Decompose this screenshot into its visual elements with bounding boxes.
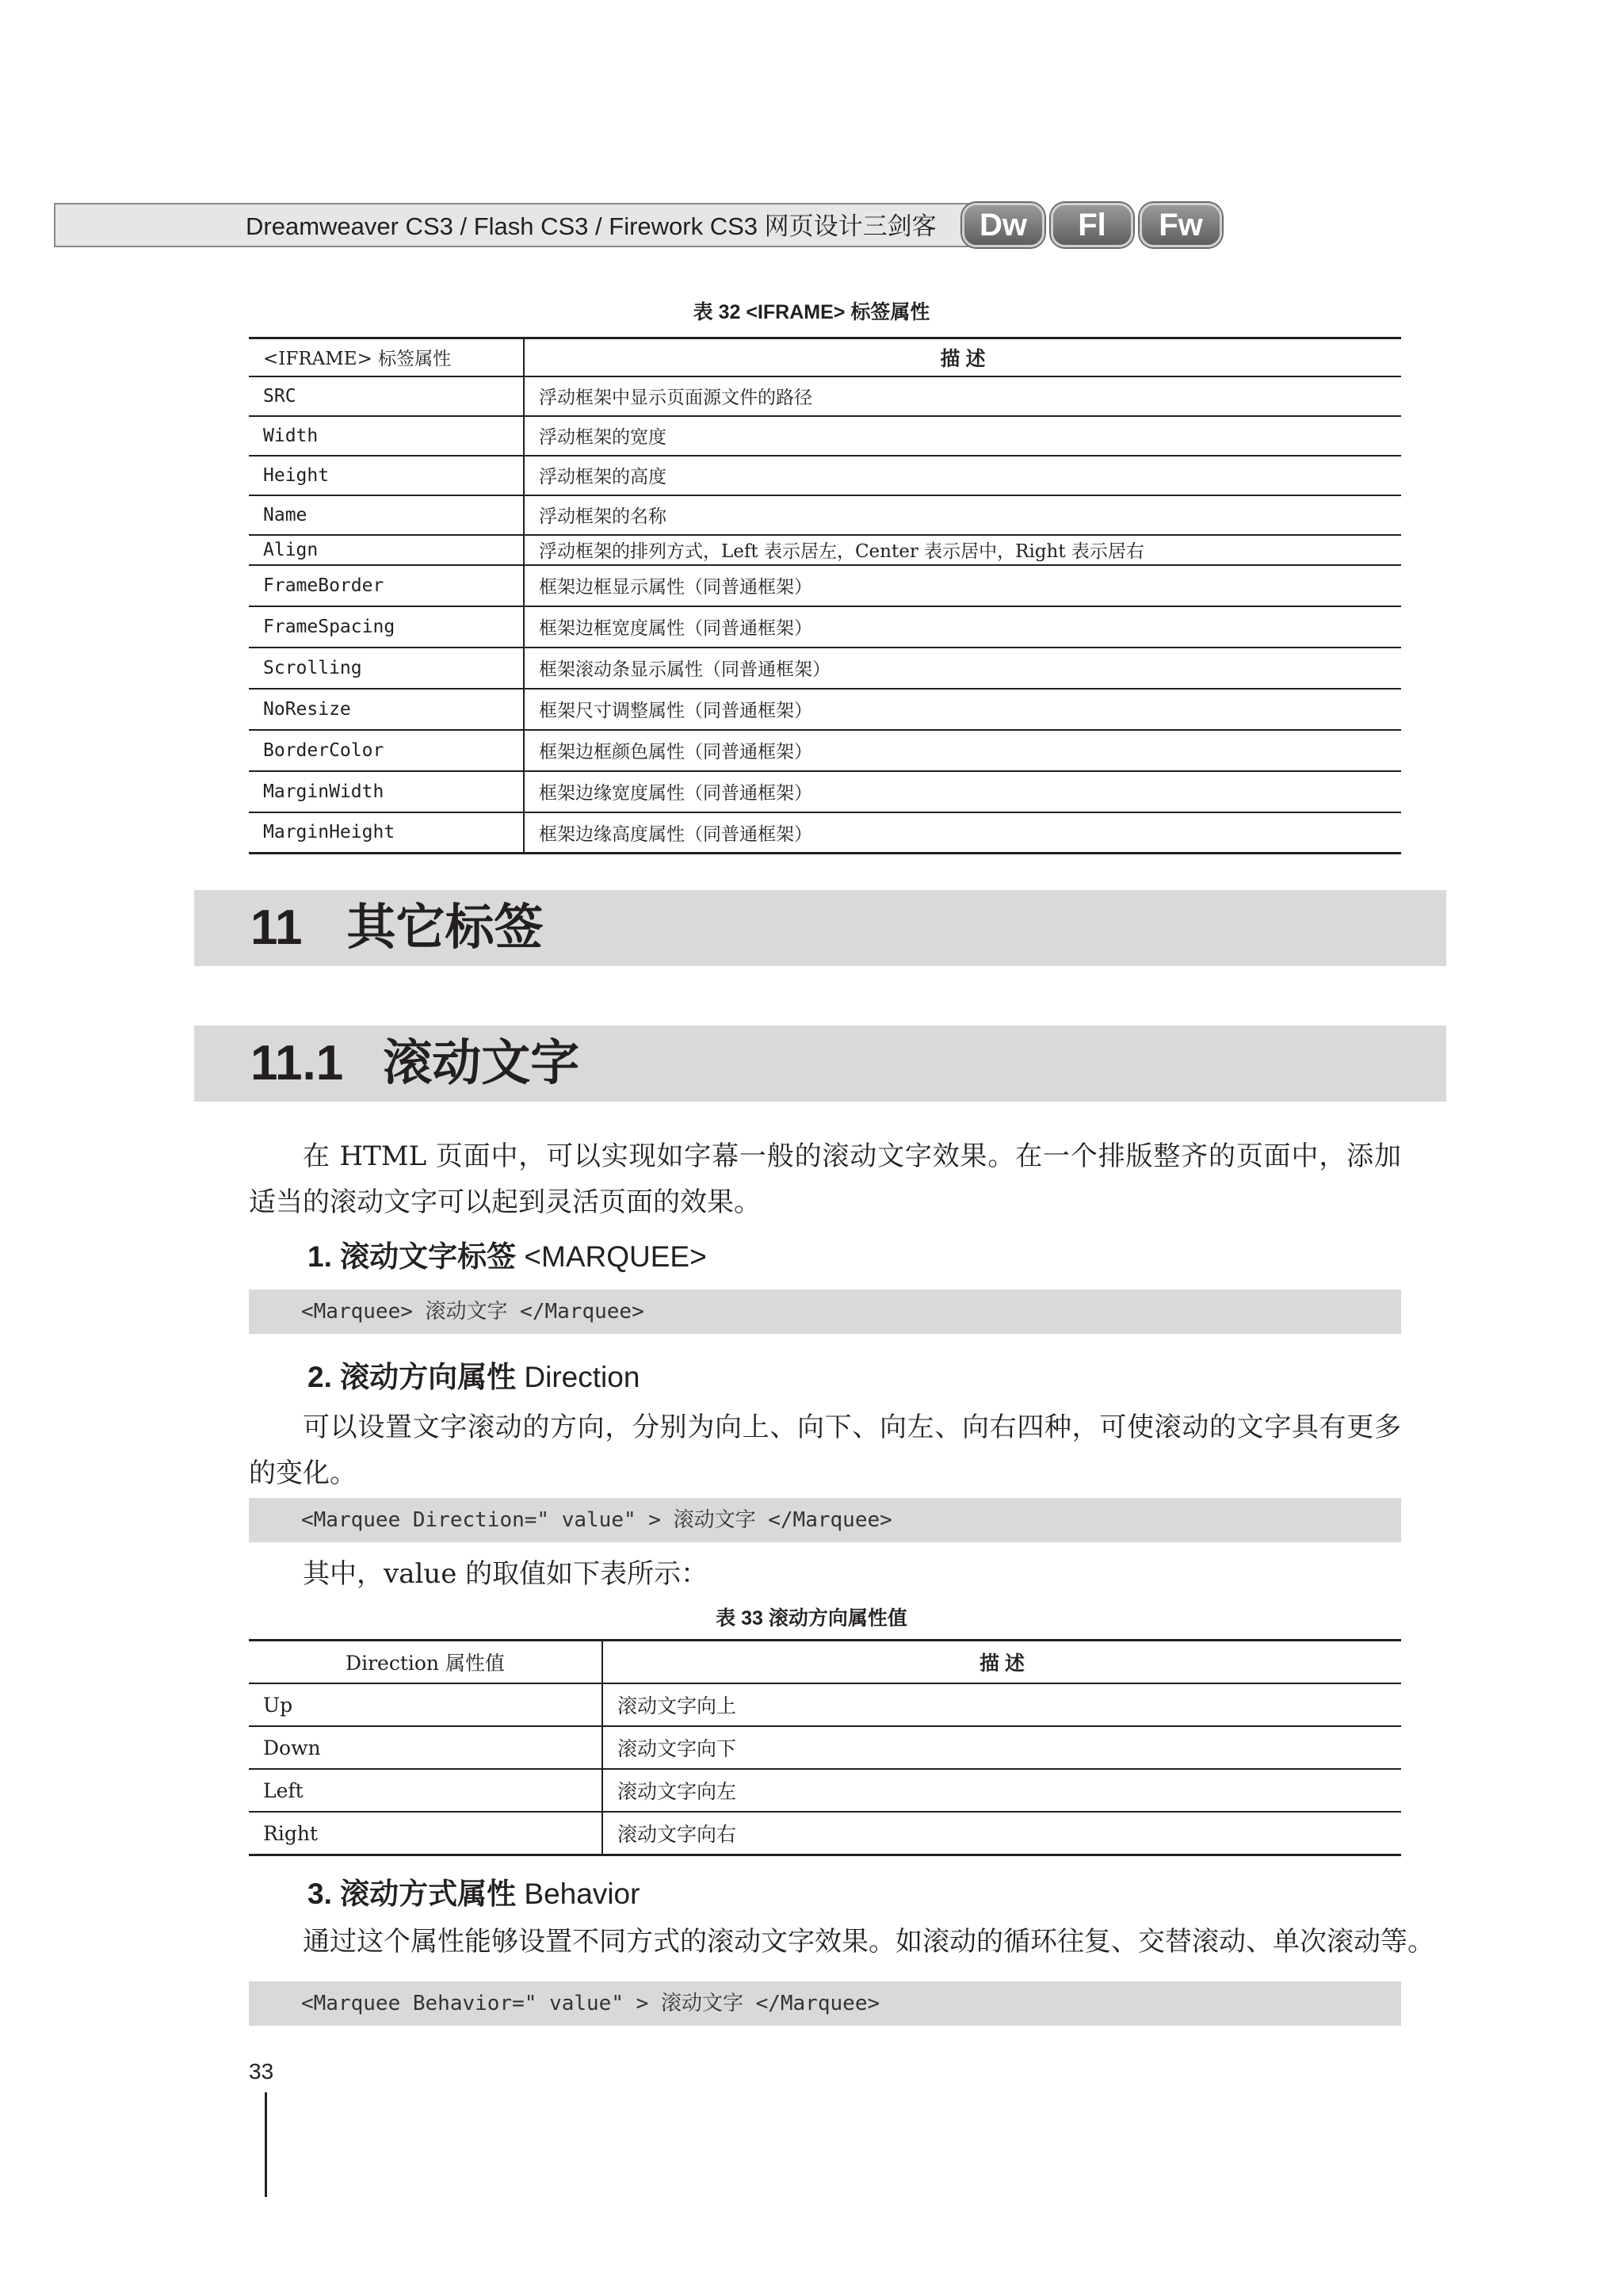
description-cell: 浮动框架的高度	[524, 456, 1401, 495]
running-header-title: Dreamweaver CS3 / Flash CS3 / Firework CS3 网页设计三剑客	[246, 212, 937, 240]
attribute-cell: FrameBorder	[249, 565, 524, 606]
iframe-attributes-table	[249, 337, 1401, 854]
section-number: 11.1	[250, 1036, 344, 1091]
table-row	[249, 535, 1401, 565]
table-row	[249, 1726, 1401, 1769]
attribute-cell: MarginWidth	[249, 771, 524, 812]
description-cell: 框架边缘宽度属性（同普通框架）	[524, 771, 1401, 812]
table-row	[249, 812, 1401, 854]
description-cell: 滚动文字向右	[602, 1812, 1401, 1855]
table-row	[249, 1769, 1401, 1812]
item-3-paragraph: 通过这个属性能够设置不同方式的滚动文字效果。如滚动的循环往复、交替滚动、单次滚动等。	[303, 1926, 1434, 1958]
table-row	[249, 689, 1401, 730]
table-row	[249, 1683, 1401, 1726]
table-row	[249, 376, 1401, 416]
description-cell: 框架边框宽度属性（同普通框架）	[524, 606, 1401, 648]
table32-caption: 表 32 <IFRAME> 标签属性	[693, 301, 930, 323]
description-cell: 浮动框架的宽度	[524, 416, 1401, 456]
direction-values-table	[249, 1639, 1401, 1856]
intro-paragraph: 在 HTML 页面中，可以实现如字幕一般的滚动文字效果。在一个排版整齐的页面中，添加适当的滚动文字可以起到灵活页面的效果。	[249, 1140, 1401, 1218]
attribute-cell: FrameSpacing	[249, 606, 524, 648]
description-cell: 框架尺寸调整属性（同普通框架）	[524, 689, 1401, 730]
attribute-cell: MarginHeight	[249, 812, 524, 854]
description-cell: 框架边框颜色属性（同普通框架）	[524, 730, 1401, 771]
attribute-cell: BorderColor	[249, 730, 524, 771]
description-cell: 框架边框显示属性（同普通框架）	[524, 565, 1401, 606]
section-title: 其它标签	[346, 900, 544, 955]
margin-rule	[265, 2092, 267, 2197]
attribute-cell: Width	[249, 416, 524, 456]
table33-caption: 表 33 滚动方向属性值	[716, 1607, 907, 1629]
table-row	[249, 495, 1401, 535]
code-sample-behavior: <Marquee Behavior=" value" > 滚动文字 </Marquee>	[249, 1981, 1401, 2026]
section-title: 滚动文字	[383, 1036, 580, 1091]
table-row	[249, 730, 1401, 771]
fireworks-badge: Fw	[1140, 203, 1222, 247]
item-number: 1. 滚动文字标签	[307, 1240, 517, 1273]
section-number: 11	[250, 900, 303, 955]
table-header-cell: 描 述	[524, 338, 1401, 376]
section-11-heading	[250, 890, 544, 966]
table-row	[249, 1812, 1401, 1855]
description-cell: 滚动文字向左	[602, 1769, 1401, 1812]
dreamweaver-badge: Dw	[962, 203, 1044, 247]
table-header-row	[249, 338, 1401, 376]
item-keyword: <MARQUEE>	[516, 1240, 707, 1273]
attribute-cell: Align	[249, 535, 524, 565]
page-number: 33	[249, 2059, 274, 2084]
code-sample-direction: <Marquee Direction=" value" > 滚动文字 </Marquee>	[249, 1498, 1401, 1542]
attribute-cell: SRC	[249, 376, 524, 416]
description-cell: 浮动框架的名称	[524, 495, 1401, 535]
table-header-row	[249, 1641, 1401, 1684]
item-2-heading	[307, 1358, 640, 1396]
value-note: 其中，value 的取值如下表所示：	[303, 1558, 708, 1590]
item-number: 2. 滚动方向属性	[307, 1361, 517, 1393]
flash-badge: Fl	[1051, 203, 1133, 247]
item-1-heading	[307, 1238, 707, 1276]
table-header-cell: 描 述	[602, 1641, 1401, 1684]
description-cell: 滚动文字向上	[602, 1683, 1401, 1726]
table-row	[249, 771, 1401, 812]
description-cell: 浮动框架中显示页面源文件的路径	[524, 376, 1401, 416]
table-header-cell: <IFRAME> 标签属性	[249, 338, 524, 376]
item-number: 3. 滚动方式属性	[307, 1878, 517, 1910]
description-cell: 框架滚动条显示属性（同普通框架）	[524, 648, 1401, 689]
item-keyword: Direction	[516, 1361, 640, 1393]
item-3-heading	[307, 1875, 640, 1913]
code-sample-marquee: <Marquee> 滚动文字 </Marquee>	[249, 1289, 1401, 1334]
value-cell: Down	[249, 1726, 602, 1769]
section-11-1-heading	[250, 1026, 579, 1102]
description-cell: 框架边缘高度属性（同普通框架）	[524, 812, 1401, 854]
value-cell: Right	[249, 1812, 602, 1855]
attribute-cell: Scrolling	[249, 648, 524, 689]
attribute-cell: Name	[249, 495, 524, 535]
table-row	[249, 606, 1401, 648]
value-cell: Left	[249, 1769, 602, 1812]
table-row	[249, 565, 1401, 606]
table-row	[249, 416, 1401, 456]
table-row	[249, 648, 1401, 689]
item-2-paragraph: 可以设置文字滚动的方向，分别为向上、向下、向左、向右四种，可使滚动的文字具有更多的变化。	[249, 1412, 1401, 1489]
table-header-cell: Direction 属性值	[249, 1641, 602, 1684]
attribute-cell: NoResize	[249, 689, 524, 730]
value-cell: Up	[249, 1683, 602, 1726]
attribute-cell: Height	[249, 456, 524, 495]
description-cell: 浮动框架的排列方式，Left 表示居左，Center 表示居中，Right 表示居右	[524, 535, 1401, 565]
table-row	[249, 456, 1401, 495]
description-cell: 滚动文字向下	[602, 1726, 1401, 1769]
item-keyword: Behavior	[516, 1878, 640, 1910]
